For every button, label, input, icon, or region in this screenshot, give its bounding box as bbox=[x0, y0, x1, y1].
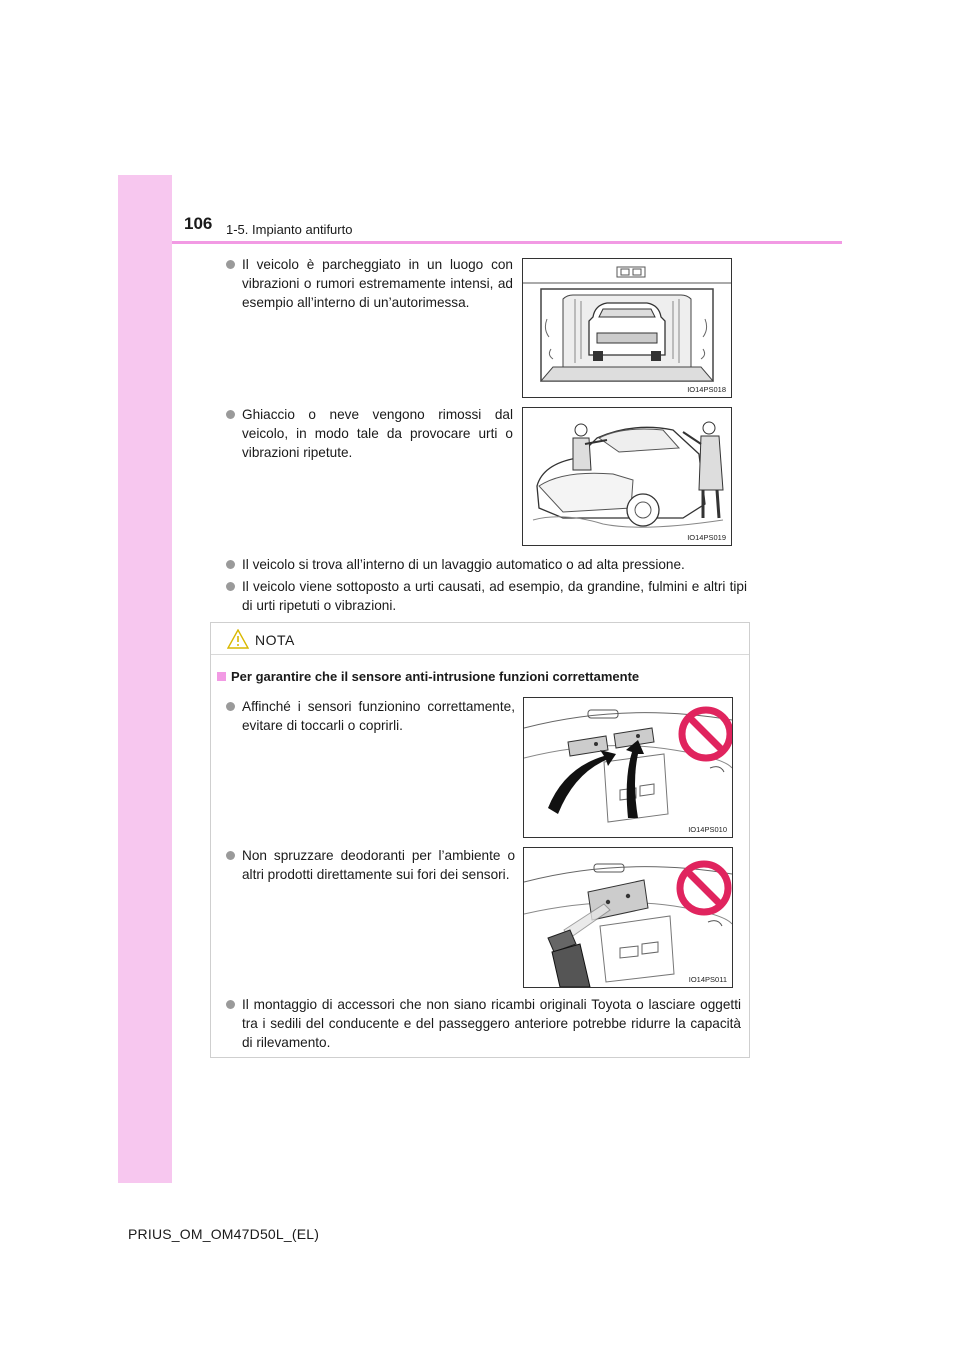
sensor-spray-drawing bbox=[524, 848, 732, 987]
document-code-footer: PRIUS_OM_OM47D50L_(EL) bbox=[128, 1226, 320, 1242]
sensor-spray-illustration bbox=[523, 847, 733, 988]
nota-header bbox=[211, 623, 749, 655]
car-wash-illustration bbox=[522, 258, 732, 398]
nota-subheading-text: Per garantire che il sensore anti-intrusione funzioni correttamente bbox=[231, 669, 640, 684]
nota-bullet-item bbox=[226, 995, 741, 1052]
bullet-text: Il montaggio di accessori che non siano ricambi originali Toyota o lasciare oggetti tra i sedili del conducente e del passeggero anteriore potrebbe ridurre la capacità di rilevamento. bbox=[242, 997, 741, 1050]
sensor-touch-illustration bbox=[523, 697, 733, 838]
nota-bullet-item bbox=[226, 846, 515, 884]
bullet-dot-icon bbox=[226, 1000, 235, 1009]
bullet-dot-icon bbox=[226, 260, 235, 269]
header-rule bbox=[172, 241, 842, 244]
section-title: 1-5. Impianto antifurto bbox=[226, 222, 353, 237]
figure-code: IO14PS011 bbox=[688, 975, 727, 984]
figure-code: IO14PS018 bbox=[687, 385, 726, 394]
car-wash-drawing bbox=[523, 259, 731, 397]
page-number: 106 bbox=[184, 214, 213, 233]
warning-triangle-icon bbox=[227, 629, 249, 649]
bullet-text: Affinché i sensori funzionino correttamente, evitare di toccarli o coprirli. bbox=[242, 699, 515, 733]
bullet-dot-icon bbox=[226, 702, 235, 711]
bullet-dot-icon bbox=[226, 851, 235, 860]
nota-label: NOTA bbox=[255, 632, 295, 648]
bullet-dot-icon bbox=[226, 582, 235, 591]
bullet-item bbox=[226, 255, 513, 312]
bullet-dot-icon bbox=[226, 560, 235, 569]
snow-removal-drawing bbox=[523, 408, 731, 545]
nota-notice-box bbox=[210, 622, 750, 1058]
nota-bullet-item bbox=[226, 697, 515, 735]
bullet-item bbox=[226, 577, 747, 615]
snow-removal-illustration bbox=[522, 407, 732, 546]
bullet-text: Il veicolo si trova all’interno di un lavaggio automatico o ad alta pressione. bbox=[242, 557, 685, 572]
bullet-text: Ghiaccio o neve vengono rimossi dal veicolo, in modo tale da provocare urti o vibrazioni ripetute. bbox=[242, 407, 513, 460]
bullet-dot-icon bbox=[226, 410, 235, 419]
bullet-item bbox=[226, 555, 746, 574]
sensor-touch-drawing bbox=[524, 698, 732, 837]
figure-code: IO14PS019 bbox=[687, 533, 726, 542]
bullet-text: Il veicolo viene sottoposto a urti causati, ad esempio, da grandine, fulmini e altri tipi di urti ripetuti o vibrazioni. bbox=[242, 579, 747, 613]
chapter-sidebar-tab bbox=[118, 175, 172, 1183]
bullet-text: Non spruzzare deodoranti per l’ambiente o altri prodotti direttamente sui fori dei sensori. bbox=[242, 848, 515, 882]
bullet-item bbox=[226, 405, 513, 462]
figure-code: IO14PS010 bbox=[688, 825, 727, 834]
square-bullet-icon bbox=[217, 672, 226, 681]
bullet-text: Il veicolo è parcheggiato in un luogo con vibrazioni o rumori estremamente intensi, ad esempio all’interno di un’autorimessa. bbox=[242, 257, 513, 310]
nota-subheading bbox=[217, 669, 639, 684]
